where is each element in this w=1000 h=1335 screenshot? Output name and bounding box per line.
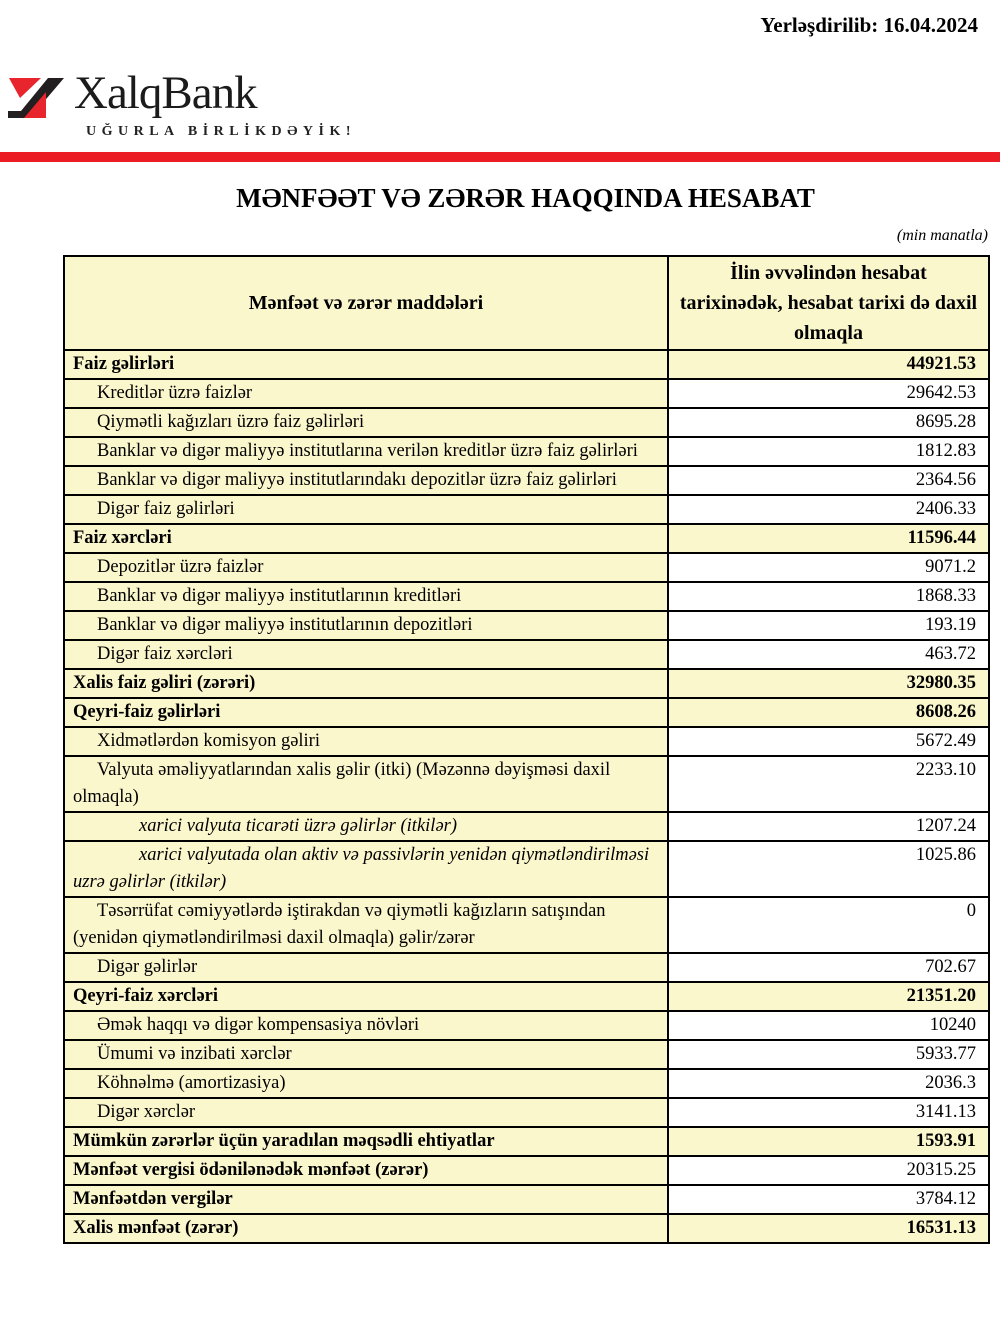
table-body xyxy=(64,350,989,1243)
col-header-period: İlin əvvəlindən hesabat tarixinədək, hesabat tarixi də daxil olmaqla xyxy=(668,256,989,350)
row-label: Xidmətlərdən komisyon gəliri xyxy=(64,727,668,756)
table-row xyxy=(64,553,989,582)
row-label: Banklar və digər maliyyə institutlarındakı depozitlər üzrə faiz gəlirləri xyxy=(64,466,668,495)
table-row xyxy=(64,953,989,982)
report-title: MƏNFƏƏT VƏ ZƏRƏR HAQQINDA HESABAT xyxy=(236,183,815,213)
row-label: Banklar və digər maliyyə institutlarının kreditləri xyxy=(64,582,668,611)
row-value: 3784.12 xyxy=(668,1185,989,1214)
row-value: 5933.77 xyxy=(668,1040,989,1069)
row-label: Banklar və digər maliyyə institutlarının depozitləri xyxy=(64,611,668,640)
row-value: 1593.91 xyxy=(668,1127,989,1156)
table-row xyxy=(64,611,989,640)
row-label: xarici valyutada olan aktiv və passivlərin yenidən qiymətləndirilməsi uzrə gəlirlər (itkilər) xyxy=(64,841,668,897)
table-row xyxy=(64,379,989,408)
table-row xyxy=(64,698,989,727)
row-value: 1207.24 xyxy=(668,812,989,841)
table-row xyxy=(64,350,989,379)
table-row xyxy=(64,495,989,524)
profit-loss-table xyxy=(63,255,990,1244)
row-value: 21351.20 xyxy=(668,982,989,1011)
row-label: Qeyri-faiz gəlirləri xyxy=(64,698,668,727)
row-value: 702.67 xyxy=(668,953,989,982)
table-row xyxy=(64,982,989,1011)
table-row xyxy=(64,727,989,756)
row-label: Mənfəətdən vergilər xyxy=(64,1185,668,1214)
table-row xyxy=(64,466,989,495)
row-value: 193.19 xyxy=(668,611,989,640)
row-label: Digər xərclər xyxy=(64,1098,668,1127)
row-value: 29642.53 xyxy=(668,379,989,408)
row-label: xarici valyuta ticarəti üzrə gəlirlər (itkilər) xyxy=(64,812,668,841)
bank-name: XalqBank xyxy=(74,67,257,119)
row-value: 463.72 xyxy=(668,640,989,669)
row-label: Ümumi və inzibati xərclər xyxy=(64,1040,668,1069)
published-date: Yerləşdirilib: 16.04.2024 xyxy=(760,13,978,37)
unit-note: (min manatla) xyxy=(896,227,988,244)
row-value: 3141.13 xyxy=(668,1098,989,1127)
bank-tagline: UĞURLA BİRLİKDƏYİK! xyxy=(86,124,357,139)
row-label: Faiz gəlirləri xyxy=(64,350,668,379)
table-header-row xyxy=(64,256,989,350)
table-row xyxy=(64,1098,989,1127)
logo-text-block xyxy=(74,68,356,140)
row-label: Banklar və digər maliyyə institutlarına verilən kreditlər üzrə faiz gəlirləri xyxy=(64,437,668,466)
table-row xyxy=(64,408,989,437)
row-label: Digər gəlirlər xyxy=(64,953,668,982)
row-value: 1868.33 xyxy=(668,582,989,611)
row-label: Qiymətli kağızları üzrə faiz gəlirləri xyxy=(64,408,668,437)
table-row xyxy=(64,640,989,669)
row-value: 2406.33 xyxy=(668,495,989,524)
table-row xyxy=(64,897,989,953)
col-header-items: Mənfəət və zərər maddələri xyxy=(64,256,668,350)
row-value: 11596.44 xyxy=(668,524,989,553)
row-value: 1812.83 xyxy=(668,437,989,466)
row-value: 2364.56 xyxy=(668,466,989,495)
row-label: Xalis faiz gəliri (zərəri) xyxy=(64,669,668,698)
table-row xyxy=(64,669,989,698)
row-label: Mümkün zərərlər üçün yaradılan məqsədli ehtiyatlar xyxy=(64,1127,668,1156)
red-divider-bar xyxy=(0,152,1000,162)
row-value: 9071.2 xyxy=(668,553,989,582)
row-label: Mənfəət vergisi ödənilənədək mənfəət (zərər) xyxy=(64,1156,668,1185)
bank-logo xyxy=(8,68,356,140)
row-label: Təsərrüfat cəmiyyətlərdə iştirakdan və qiymətli kağızların satışından (yenidən qiymətləndirilməsi daxil olmaqla) gəlir/zərər xyxy=(64,897,668,953)
row-label: Depozitlər üzrə faizlər xyxy=(64,553,668,582)
table-row xyxy=(64,1127,989,1156)
table-row xyxy=(64,582,989,611)
table-row xyxy=(64,756,989,812)
table-row xyxy=(64,1214,989,1243)
row-label: Kreditlər üzrə faizlər xyxy=(64,379,668,408)
row-label: Əmək haqqı və digər kompensasiya növləri xyxy=(64,1011,668,1040)
row-label: Digər faiz xərcləri xyxy=(64,640,668,669)
row-value: 2036.3 xyxy=(668,1069,989,1098)
row-value: 44921.53 xyxy=(668,350,989,379)
table-row xyxy=(64,812,989,841)
row-value: 0 xyxy=(668,897,989,953)
row-value: 20315.25 xyxy=(668,1156,989,1185)
table-row xyxy=(64,1011,989,1040)
row-value: 8608.26 xyxy=(668,698,989,727)
row-label: Faiz xərcləri xyxy=(64,524,668,553)
table-row xyxy=(64,524,989,553)
row-value: 1025.86 xyxy=(668,841,989,897)
row-value: 5672.49 xyxy=(668,727,989,756)
table-row xyxy=(64,1040,989,1069)
xalqbank-x-icon xyxy=(8,76,66,120)
row-label: Xalis mənfəət (zərər) xyxy=(64,1214,668,1243)
table-row xyxy=(64,1156,989,1185)
row-label: Qeyri-faiz xərcləri xyxy=(64,982,668,1011)
row-value: 10240 xyxy=(668,1011,989,1040)
row-label: Digər faiz gəlirləri xyxy=(64,495,668,524)
row-value: 8695.28 xyxy=(668,408,989,437)
table-row xyxy=(64,1069,989,1098)
table-row xyxy=(64,841,989,897)
row-value: 32980.35 xyxy=(668,669,989,698)
row-value: 16531.13 xyxy=(668,1214,989,1243)
row-value: 2233.10 xyxy=(668,756,989,812)
table-row xyxy=(64,437,989,466)
row-label: Valyuta əməliyyatlarından xalis gəlir (itki) (Məzənnə dəyişməsi daxil olmaqla) xyxy=(64,756,668,812)
table-row xyxy=(64,1185,989,1214)
row-label: Köhnəlmə (amortizasiya) xyxy=(64,1069,668,1098)
